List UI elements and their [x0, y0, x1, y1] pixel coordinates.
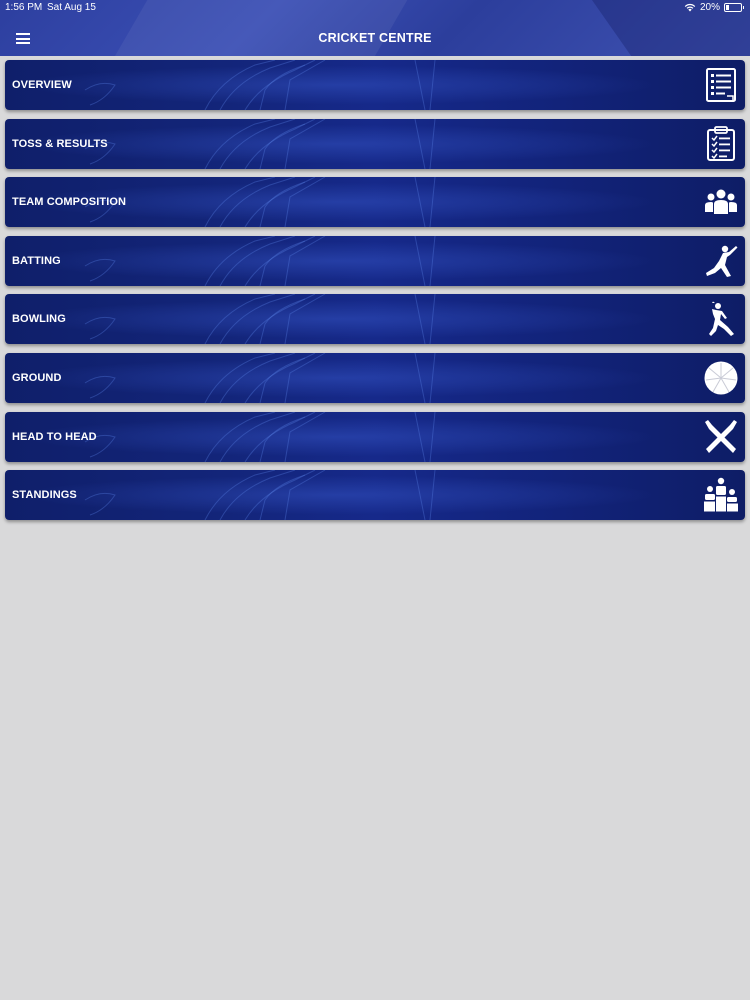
podium-standings-icon: [703, 477, 739, 513]
menu-item-label: TEAM COMPOSITION: [12, 196, 127, 209]
menu-item-ground[interactable]: [5, 353, 745, 403]
status-bar: [0, 0, 750, 14]
status-time: 1:56 PM: [5, 2, 43, 13]
menu-item-overview[interactable]: [5, 60, 745, 110]
team-group-icon: [703, 184, 739, 220]
cricket-ball-icon: [703, 360, 739, 396]
battery-icon: [724, 3, 742, 12]
tile-background-pattern: [5, 60, 745, 110]
menu-item-label: STANDINGS: [12, 489, 77, 502]
tile-background-pattern: [5, 412, 745, 462]
menu-item-bowling[interactable]: [5, 294, 745, 344]
crossed-bats-icon: [703, 419, 739, 455]
menu-item-team-composition[interactable]: [5, 177, 745, 227]
menu-item-label: OVERVIEW: [12, 79, 72, 91]
status-date: Sat Aug 15: [47, 2, 96, 13]
tile-background-pattern: [5, 119, 745, 169]
tile-background-pattern: [5, 236, 745, 286]
menu-item-label: BOWLING: [12, 313, 66, 326]
menu-item-label: TOSS & RESULTS: [12, 137, 108, 150]
menu-item-batting[interactable]: [5, 236, 745, 286]
app-header: [0, 0, 750, 56]
page-title: CRICKET CENTRE: [318, 31, 432, 45]
bowler-icon: [703, 301, 739, 337]
battery-percent: 20%: [699, 2, 720, 13]
status-right: [684, 2, 742, 13]
menu-item-label: BATTING: [12, 254, 61, 267]
menu-item-label: HEAD TO HEAD: [12, 430, 97, 443]
clipboard-checklist-icon: [703, 126, 739, 162]
tile-background-pattern: [5, 353, 745, 403]
menu-item-head-to-head[interactable]: [5, 412, 745, 462]
menu-item-label: GROUND: [12, 371, 62, 384]
tile-background-pattern: [5, 294, 745, 344]
batsman-icon: [703, 243, 739, 279]
menu-item-toss-results[interactable]: [5, 119, 745, 169]
menu-list: [5, 60, 745, 529]
menu-item-standings[interactable]: [5, 470, 745, 520]
document-list-icon: [703, 67, 739, 103]
tile-background-pattern: [5, 470, 745, 520]
wifi-icon: [684, 3, 696, 12]
